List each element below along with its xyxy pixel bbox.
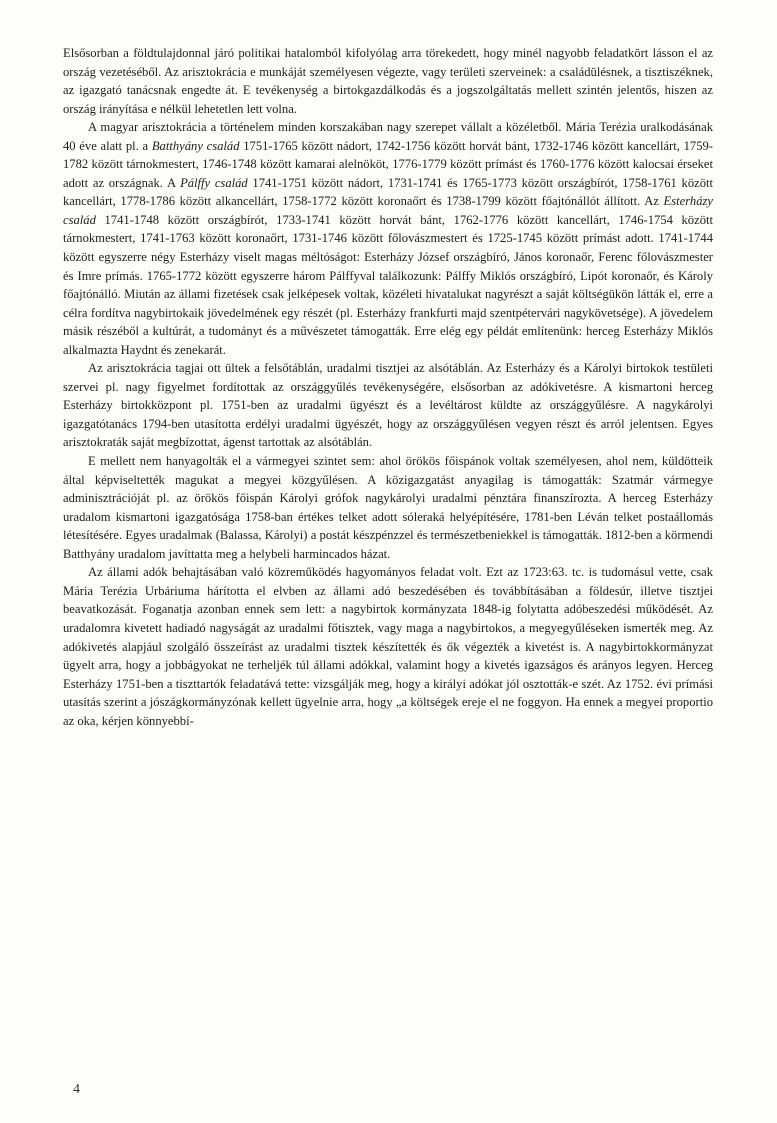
text-run: E mellett nem hanyagolták el a vármegyei szintet sem: ahol örökös főispánok voltak személyesen, ahol nem, küldötteik által képviseltették magukat a megyei közgyűlésen. A közigazgatást anyagilag is támogatták: Szatmár vármegye adminisztrációját pl. az örökös főispán Károlyi grófok nagykárolyi uradalmi pénztára finanszírozta. A herceg Esterházy uradalom kismartoni igazgatósága 1758-ban értékes telket adott sóleraká helyépítésére, 1781-ben Léván telket postaállomás létesítésére. Egyes uradalmak (Balassa, Károlyi) a postát készpénzzel és természetbeniekkel is támogatták. 1812-ben a körmendi Batthyány uradalom javíttatta meg a helybeli harmincados házat. [63,454,713,561]
paragraph [63,359,713,452]
family-name-italic: Batthyány család [151,138,240,153]
paragraph [63,118,713,359]
text-run: Az arisztokrácia tagjai ott ültek a felsőtáblán, uradalmi tisztjei az alsótáblán. Az Esterházy és a Károlyi birtokok testületi szervei pl. nagy figyelmet fordítottak az országgyűlés tevékenységére, elsősorban az adókivetésre. A kismartoni herceg Esterházy birtokközpont pl. 1751-ben az uradalmi ügyészt és a levéltárost küldte az országgyűlésre. A nagykárolyi igazgatótanács 1794-ben utasította erdélyi uradalmi ügyészét, hogy az országgyűlésen vegyen részt és arról jelentsen. Egyes arisztokraták saját megbízottat, ágenst tartottak az alsótáblán. [63,361,713,450]
paragraph [63,44,713,118]
text-run: 1741-1751 között nádort, 1731-1741 és 1765-1773 között országbírót, 1758-1761 között kancellárt, 1778-1786 között alkancellárt, 1758-1772 között koronaőrt és 1738-1799 között főajtónállót állított. Az [63,175,714,209]
text-run: Az állami adók behajtásában való közreműködés hagyományos feladat volt. Ezt az 1723:63. tc. is tudomásul vette, csak Mária Terézia Urbáriuma hárította el elvben az állami adó beszedésében és továbbításában a földesúr, illetve tisztjei beavatkozását. Foganatja azonban ennek sem lett: a nagybirtok kormányzata 1848-ig folytatta adóbeszedési működését. Az uradalomra kivetett hadiadó nagyságát az uradalmi főtisztek, vagy maga a nagybirtokos, a megyegyűléseken ismerték meg. Az adókivetés alapjául szolgáló összeírást az uradalmi tisztek készítették és ők végezték a kivetést is. A nagybirtokkormányzat ügyelt arra, hogy a jobbágyokat ne terheljék túl állami adókkal, valamint hogy a kivetés igazságos és arányos legyen. Herceg Esterházy 1751-ben a tiszttartók feladatává tette: vizsgálják meg, hogy a királyi adókat jól osztották-e szét. Az 1752. évi prímási utasítás szerint a jószágkormányzónak kellett ügyelnie arra, hogy „a költségek ereje el ne foggyon. Ha ennek a megyei proportio az oka, kérjen könnyebbí- [63,565,713,728]
text-run: Elsősorban a földtulajdonnal járó politikai hatalomból kifolyólag arra törekedett, hogy minél nagyobb feladatkört lásson el az ország vezetéséből. Az arisztokrácia e munkáját személyesen végezte, vagy területi szerveinek: a családülésnek, a tisztiszéknek, az igazgató tanácsnak engedte át. E tevékenység a birtokgazdálkodás és a jogszolgáltatás mellett szintén jelentős, hiszen az ország irányítása e nélkül lehetetlen lett volna. [63,46,713,116]
body-text [63,44,713,730]
page-number: 4 [73,1082,80,1097]
text-run: 1751-1765 között nádort, 1742-1756 között horvát bánt, 1732-1746 között kancellárt, 1759-1782 között tárnokmestert, 1746-1748 között kamarai alelnököt, 1776-1779 között prímást és 1760-1776 között kalocsai érseket adott az országnak. A [63,138,713,190]
text-run: A magyar arisztokrácia a történelem minden korszakában nagy szerepet vállalt a közéletből. Mária Terézia uralkodásának 40 éve alatt pl. a [63,120,713,153]
family-name-italic: Pálffy család [180,175,248,190]
family-name-italic: Esterházy család [63,194,713,227]
paragraph [63,452,713,563]
paragraph [63,563,713,730]
text-run: 1741-1748 között országbírót, 1733-1741 között horvát bánt, 1762-1776 között kancellárt, 1746-1754 között tárnokmestert, 1741-1763 között koronaőrt, 1731-1746 között főlovászmestert és 1725-1745 között prímást adott. 1741-1744 között egyszerre négy Esterházy viselt magas méltóságot: Esterházy József országbíró, János koronaőr, Ferenc főlovászmester és Imre prímás. 1765-1772 között egyszerre három Pálffyval találkozunk: Pálffy Miklós országbíró, Lipót koronaőr, és Károly főajtónálló. Miután az állami fizetések csak jelképesek voltak, közéleti hivatalukat nagyrészt a saját költségükön látták el, erre a célra fordítva nagybirtokaik jövedelmének egy részét (pl. Esterházy frankfurti majd szentpétervári nagykövetsége). A jövedelem másik részéből a kultúrát, a tudományt és a művészetet támogatták. Erre elég egy példát említenünk: herceg Esterházy Miklós alkalmazta Haydnt és zenekarát. [63,212,713,357]
